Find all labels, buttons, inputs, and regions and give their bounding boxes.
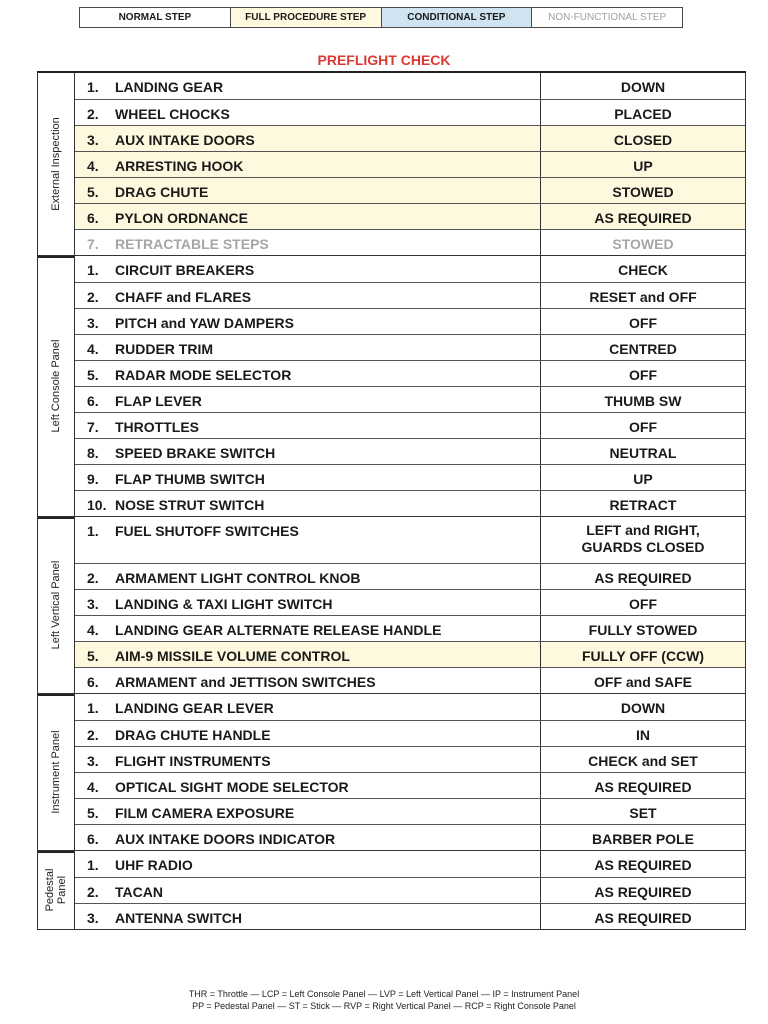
step-number: 2.	[87, 570, 99, 586]
step-item: AUX INTAKE DOORS INDICATOR	[115, 831, 336, 847]
step-type-legend	[79, 7, 683, 28]
step-item: AIM-9 MISSILE VOLUME CONTROL	[115, 648, 350, 664]
step-item-cell	[75, 590, 541, 615]
step-value: UP	[633, 158, 653, 174]
checklist-row	[75, 641, 745, 667]
step-item-cell	[75, 517, 541, 563]
step-value: STOWED	[612, 184, 674, 200]
step-item: NOSE STRUT SWITCH	[115, 497, 265, 513]
checklist-row	[75, 615, 745, 641]
legend-non-functional-step: NON-FUNCTIONAL STEP	[532, 8, 682, 27]
step-item-cell	[75, 616, 541, 641]
step-item: FLIGHT INSTRUMENTS	[115, 753, 271, 769]
section-divider	[38, 256, 74, 258]
step-value: OFF	[629, 419, 657, 435]
checklist-row	[75, 464, 745, 490]
step-number: 1.	[87, 79, 99, 95]
step-item: PYLON ORDNANCE	[115, 210, 249, 226]
checklist-row	[75, 203, 745, 229]
step-item-cell	[75, 721, 541, 746]
checklist-row	[75, 308, 745, 334]
step-item-cell	[75, 73, 541, 99]
checklist-row	[75, 517, 745, 563]
step-number: 3.	[87, 596, 99, 612]
step-item: ARMAMENT and JETTISON SWITCHES	[115, 674, 376, 690]
step-item: AUX INTAKE DOORS	[115, 132, 255, 148]
step-value: THUMB SW	[604, 393, 682, 409]
section-rows	[74, 256, 745, 516]
step-number: 6.	[87, 210, 99, 226]
step-value: AS REQUIRED	[594, 884, 692, 900]
checklist-row	[75, 903, 745, 929]
step-item-cell	[75, 564, 541, 589]
section-label: Left Vertical Panel	[50, 560, 62, 650]
step-item: WHEEL CHOCKS	[115, 106, 230, 122]
step-item: LANDING GEAR LEVER	[115, 700, 274, 716]
step-number: 6.	[87, 831, 99, 847]
step-item-cell	[75, 747, 541, 772]
step-number: 2.	[87, 884, 99, 900]
step-item-cell	[75, 100, 541, 125]
step-value: AS REQUIRED	[594, 570, 692, 586]
step-item: PITCH and YAW DAMPERS	[115, 315, 294, 331]
step-value: SET	[629, 805, 657, 821]
step-number: 7.	[87, 419, 99, 435]
checklist-row	[75, 386, 745, 412]
checklist-row	[75, 563, 745, 589]
checklist-section	[38, 516, 745, 693]
step-item-cell	[75, 178, 541, 203]
step-number: 2.	[87, 106, 99, 122]
step-number: 10.	[87, 497, 107, 513]
step-value: CLOSED	[613, 132, 673, 148]
step-item-cell	[75, 152, 541, 177]
checklist-row	[75, 798, 745, 824]
step-value: AS REQUIRED	[594, 210, 692, 226]
step-value: OFF	[629, 315, 657, 331]
step-item-cell	[75, 126, 541, 151]
checklist-row	[75, 772, 745, 798]
section-label: Left Console Panel	[50, 339, 62, 433]
step-item-cell	[75, 283, 541, 308]
step-item-cell	[75, 204, 541, 229]
step-item: TACAN	[115, 884, 163, 900]
checklist-row	[75, 824, 745, 850]
step-item: LANDING & TAXI LIGHT SWITCH	[115, 596, 333, 612]
step-value: BARBER POLE	[592, 831, 694, 847]
step-item: THROTTLES	[115, 419, 199, 435]
section-label-cell	[38, 851, 74, 929]
step-number: 2.	[87, 727, 99, 743]
step-item-cell	[75, 309, 541, 334]
preflight-checklist-table	[37, 73, 746, 930]
step-number: 6.	[87, 393, 99, 409]
step-item-cell	[75, 694, 541, 720]
step-value: IN	[636, 727, 650, 743]
step-item-cell	[75, 439, 541, 464]
checklist-row	[75, 360, 745, 386]
footer-line: THR = Throttle — LCP = Left Console Panel — LVP = Left Vertical Panel — IP = Instrument Panel	[188, 989, 580, 999]
step-item-cell	[75, 851, 541, 877]
step-item-cell	[75, 413, 541, 438]
step-item: DRAG CHUTE	[115, 184, 209, 200]
checklist-row	[75, 438, 745, 464]
abbreviations-footer	[0, 988, 768, 1012]
step-item-cell	[75, 491, 541, 516]
step-number: 1.	[87, 523, 99, 539]
step-item: LANDING GEAR	[115, 79, 224, 95]
step-value: RETRACT	[609, 497, 677, 513]
step-value: OFF	[629, 596, 657, 612]
step-number: 2.	[87, 289, 99, 305]
step-number: 8.	[87, 445, 99, 461]
step-item: FLAP LEVER	[115, 393, 202, 409]
step-value: UP	[633, 471, 653, 487]
step-value: LEFT and RIGHT, GUARDS CLOSED	[581, 522, 705, 555]
step-item: UHF RADIO	[115, 857, 193, 873]
step-item-cell	[75, 256, 541, 282]
checklist-section	[38, 693, 745, 850]
step-item-cell	[75, 878, 541, 903]
step-item-cell	[75, 825, 541, 850]
step-item: RADAR MODE SELECTOR	[115, 367, 292, 383]
section-label-cell	[38, 256, 74, 516]
step-number: 5.	[87, 805, 99, 821]
step-value: DOWN	[620, 79, 666, 95]
checklist-row	[75, 490, 745, 516]
checklist-section	[38, 73, 745, 255]
checklist-row	[75, 151, 745, 177]
step-item: RETRACTABLE STEPS	[115, 236, 269, 252]
checklist-row	[75, 851, 745, 877]
step-number: 4.	[87, 158, 99, 174]
step-value: DOWN	[620, 700, 666, 716]
section-rows	[74, 73, 745, 255]
step-item: FLAP THUMB SWITCH	[115, 471, 265, 487]
section-label-cell	[38, 517, 74, 693]
checklist-row	[75, 667, 745, 693]
section-label-cell	[38, 694, 74, 850]
step-value: PLACED	[614, 106, 672, 122]
step-number: 6.	[87, 674, 99, 690]
checklist-row	[75, 720, 745, 746]
checklist-row	[75, 256, 745, 282]
section-label: External Inspection	[50, 117, 62, 211]
checklist-row	[75, 177, 745, 203]
step-item-cell	[75, 230, 541, 255]
step-number: 7.	[87, 236, 99, 252]
step-item: ARRESTING HOOK	[115, 158, 244, 174]
section-rows	[74, 694, 745, 850]
step-item: ARMAMENT LIGHT CONTROL KNOB	[115, 570, 361, 586]
footer-line: PP = Pedestal Panel — ST = Stick — RVP = Right Vertical Panel — RCP = Right Console Panel	[192, 1001, 576, 1011]
section-divider	[38, 517, 74, 519]
step-value: NEUTRAL	[609, 445, 677, 461]
section-rows	[74, 517, 745, 693]
section-label: Pedestal Panel	[44, 868, 68, 912]
section-divider	[38, 851, 74, 853]
step-number: 3.	[87, 132, 99, 148]
checklist-row	[75, 694, 745, 720]
checklist-row	[75, 746, 745, 772]
step-number: 9.	[87, 471, 99, 487]
section-divider	[38, 694, 74, 696]
step-value: STOWED	[612, 236, 674, 252]
step-item-cell	[75, 668, 541, 693]
step-value: OFF	[629, 367, 657, 383]
step-number: 3.	[87, 315, 99, 331]
checklist-row	[75, 282, 745, 308]
checklist-row	[75, 877, 745, 903]
checklist-section	[38, 255, 745, 516]
checklist-row	[75, 73, 745, 99]
checklist-row	[75, 412, 745, 438]
step-value: FULLY OFF (CCW)	[581, 648, 705, 664]
step-item-cell	[75, 465, 541, 490]
checklist-row	[75, 229, 745, 255]
checklist-row	[75, 125, 745, 151]
step-item-cell	[75, 387, 541, 412]
step-item: RUDDER TRIM	[115, 341, 213, 357]
checklist-row	[75, 589, 745, 615]
step-number: 1.	[87, 700, 99, 716]
checklist-row	[75, 334, 745, 360]
step-item-cell	[75, 335, 541, 360]
step-value: AS REQUIRED	[594, 857, 692, 873]
step-item-cell	[75, 361, 541, 386]
step-item: CIRCUIT BREAKERS	[115, 262, 255, 278]
step-value: AS REQUIRED	[594, 910, 692, 926]
section-label-cell	[38, 73, 74, 255]
step-value: FULLY STOWED	[588, 622, 698, 638]
step-item-cell	[75, 799, 541, 824]
step-item: FUEL SHUTOFF SWITCHES	[115, 523, 299, 539]
step-number: 3.	[87, 910, 99, 926]
legend-full-procedure-step: FULL PROCEDURE STEP	[231, 8, 382, 27]
step-number: 4.	[87, 341, 99, 357]
legend-normal-step: NORMAL STEP	[80, 8, 231, 27]
step-value: OFF and SAFE	[594, 674, 692, 690]
step-value: AS REQUIRED	[594, 779, 692, 795]
step-number: 1.	[87, 262, 99, 278]
step-number: 1.	[87, 857, 99, 873]
step-item-cell	[75, 773, 541, 798]
step-item-cell	[75, 642, 541, 667]
step-item: LANDING GEAR ALTERNATE RELEASE HANDLE	[115, 622, 442, 638]
step-value: CENTRED	[609, 341, 677, 357]
checklist-section	[38, 850, 745, 929]
step-value: CHECK	[618, 262, 668, 278]
page-title: PREFLIGHT CHECK	[317, 52, 451, 68]
step-value: RESET and OFF	[589, 289, 697, 305]
step-item: CHAFF and FLARES	[115, 289, 252, 305]
step-number: 5.	[87, 367, 99, 383]
step-number: 3.	[87, 753, 99, 769]
checklist-row	[75, 99, 745, 125]
step-item-cell	[75, 904, 541, 929]
step-value: CHECK and SET	[588, 753, 698, 769]
step-item: DRAG CHUTE HANDLE	[115, 727, 271, 743]
step-number: 5.	[87, 648, 99, 664]
step-item: SPEED BRAKE SWITCH	[115, 445, 276, 461]
step-number: 4.	[87, 622, 99, 638]
step-number: 5.	[87, 184, 99, 200]
legend-conditional-step: CONDITIONAL STEP	[382, 8, 533, 27]
section-rows	[74, 851, 745, 929]
step-item: ANTENNA SWITCH	[115, 910, 243, 926]
step-item: OPTICAL SIGHT MODE SELECTOR	[115, 779, 349, 795]
section-label: Instrument Panel	[50, 730, 62, 814]
step-item: FILM CAMERA EXPOSURE	[115, 805, 295, 821]
step-number: 4.	[87, 779, 99, 795]
